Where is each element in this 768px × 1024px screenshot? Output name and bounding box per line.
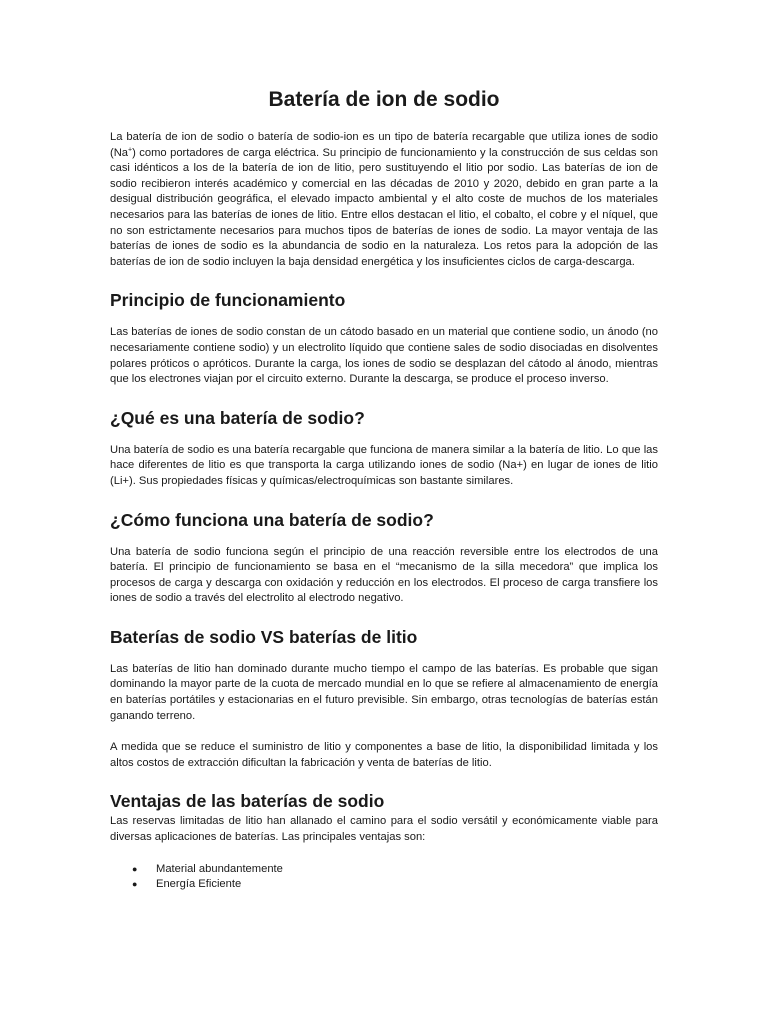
list-item-text: Energía Eficiente xyxy=(156,878,242,891)
section-heading-sodio-vs-litio: Baterías de sodio VS baterías de litio xyxy=(110,626,418,647)
section-paragraph-que-es: Una batería de sodio es una batería recargable que funciona de manera similar a la batería de litio. Lo que las hace diferentes de litio es que transporta la carga utilizando iones de sodio (Na+) en lugar de iones de litio (Li+). Sus propiedades físicas y químicas/electroquímicas son bastante similares. xyxy=(110,443,658,487)
bullet-icon: ● xyxy=(132,863,138,874)
section-paragraph-sodio-vs-litio-1: Las baterías de litio han dominado durante mucho tiempo el campo de las baterías. Es probable que sigan dominando la mayor parte de la cuota de mercado mundial en lo que se refiere al almacenamiento de energía en baterías portátiles y estacionarias en el futuro previsible. Sin embargo, otras tecnologías de baterías están ganando terreno. xyxy=(110,662,658,722)
section-paragraph-ventajas: Las reservas limitadas de litio han allanado el camino para el sodio versátil y económicamente viable para diversas aplicaciones de baterías. Las principales ventajas son: xyxy=(110,815,658,844)
section-paragraph-principio: Las baterías de iones de sodio constan de un cátodo basado en un material que contiene sodio, un ánodo (no necesariamente contiene sodio) y un electrolito líquido que contiene sales de sodio disociadas en disolventes polares próticos o apróticos. Durante la carga, los iones de sodio se desplazan del cátodo al ánodo, mientras que los electrones viajan por el circuito externo. Durante la descarga, se produce el proceso inverso. xyxy=(110,326,658,386)
section-paragraph-sodio-vs-litio-2: A medida que se reduce el suministro de litio y componentes a base de litio, la disponibilidad limitada y los altos costos de extracción dificultan la fabricación y venta de baterías de litio. xyxy=(110,741,658,769)
document-title: Batería de ion de sodio xyxy=(268,88,500,111)
section-heading-que-es: ¿Qué es una batería de sodio? xyxy=(110,407,365,428)
section-heading-ventajas: Ventajas de las baterías de sodio xyxy=(110,791,385,812)
section-heading-principio: Principio de funcionamiento xyxy=(110,290,346,311)
section-paragraph-como-funciona: Una batería de sodio funciona según el principio de una reacción reversible entre los electrodos de una batería. El principio de funcionamiento se basa en el “mecanismo de la silla mecedora” que implica los procesos de carga y descarga con oxidación y reducción en los electrodos. El proceso de carga transfiere los iones de sodio a través del electrolito al electrodo negativo. xyxy=(110,545,658,605)
intro-paragraph xyxy=(110,130,658,270)
list-item xyxy=(110,877,658,893)
intro-text-end: ) como portadores de carga eléctrica. Su principio de funcionamiento y la construcción de sus celdas son casi idénticos a los de la batería de ion de litio, pero sustituyendo el litio por sodio. Las baterías de ion de sodio recibieron interés académico y comercial en las décadas de 2010 y 2020, debido en gran parte a la desigual distribución geográfica, el elevado impacto ambiental y el alto coste de muchos de los materiales necesarios para las baterías de iones de litio. Entre ellos destacan el litio, el cobalto, el cobre y el níquel, que no son estrictamente necesarios para muchos tipos de baterías de iones de sodio. La mayor ventaja de las baterías de iones de sodio es la abundancia de sodio en la naturaleza. Los retos para la adopción de las baterías de ion de sodio incluyen la baja densidad energética y los insuficientes ciclos de carga-descarga. xyxy=(110,146,658,268)
advantages-list xyxy=(110,862,658,893)
section-heading-como-funciona: ¿Cómo funciona una batería de sodio? xyxy=(110,509,434,530)
list-item xyxy=(110,862,658,878)
list-item-text: Material abundantemente xyxy=(156,862,283,875)
bullet-icon: ● xyxy=(132,879,138,890)
intro-superscript: + xyxy=(128,145,133,153)
intro-text-start: La batería de ion de sodio o batería de sodio-ion es un tipo de batería recargable que utiliza iones de sodio (Na xyxy=(110,131,658,159)
